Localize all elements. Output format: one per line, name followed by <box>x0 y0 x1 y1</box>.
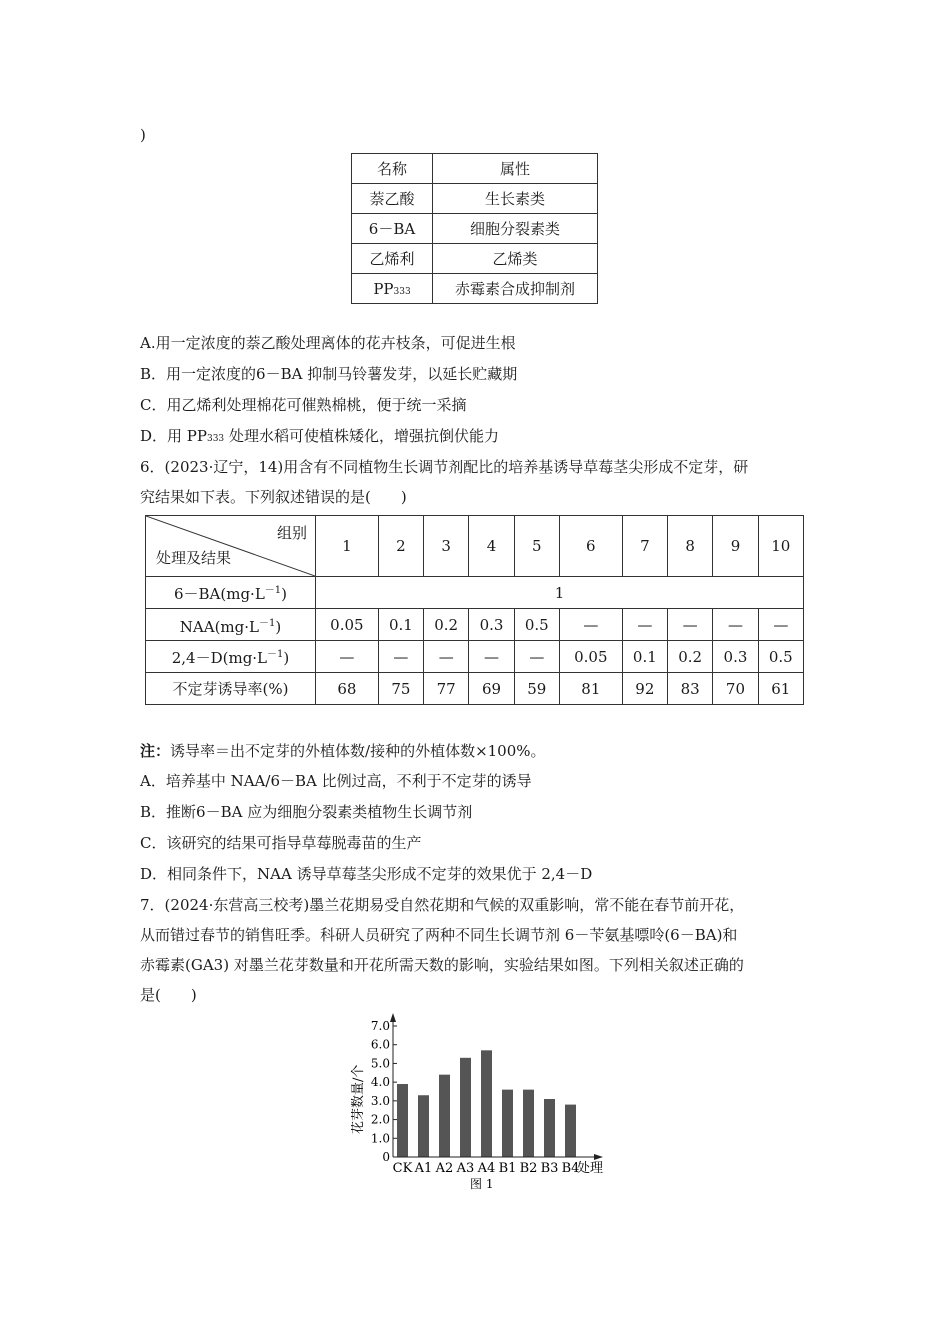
bar-A3 <box>460 1058 471 1157</box>
x-tick-label: A1 <box>414 1161 433 1176</box>
table-cell: 75 <box>378 673 423 705</box>
table-cell: 0.2 <box>668 641 713 673</box>
q7-line3: 赤霉素(GA3) 对墨兰花芽数量和开花所需天数的影响，实验结果如图。下列相关叙述正确的 <box>140 956 744 974</box>
table-cell: 0.3 <box>469 609 514 641</box>
x-tick-label: CK <box>392 1161 413 1176</box>
x-tick-label: A3 <box>456 1161 475 1176</box>
bar-A2 <box>439 1075 450 1157</box>
option-d-post: 处理水稻可使植株矮化，增强抗倒伏能力 <box>224 427 499 445</box>
option-d-subscript: 333 <box>206 434 225 444</box>
x-tick-label: B3 <box>540 1161 559 1176</box>
option-d <box>140 426 499 449</box>
row-label-text: NAA(mg·L <box>179 617 259 636</box>
bar-CK <box>397 1084 408 1157</box>
table-cell: — <box>622 609 667 641</box>
q6-note <box>140 741 546 761</box>
table-cell: — <box>758 609 803 641</box>
chart-title: 图 1 <box>470 1177 494 1191</box>
table-cell: — <box>378 641 423 673</box>
table-cell <box>352 274 433 304</box>
y-tick-label: 6.0 <box>370 1037 390 1052</box>
x-axis-arrow <box>594 1154 603 1160</box>
table-cell: 赤霉素合成抑制剂 <box>433 274 598 304</box>
q7-line4: 是( ) <box>140 986 197 1004</box>
flower-bud-chart <box>330 1010 630 1200</box>
table-row <box>352 274 598 304</box>
group-header: 7 <box>622 516 667 577</box>
table-header-row <box>146 516 804 577</box>
table-cell: — <box>424 641 469 673</box>
table-cell: 0.5 <box>758 641 803 673</box>
option-b: B．用一定浓度的6－BA 抑制马铃薯发芽，以延长贮藏期 <box>140 365 518 383</box>
unit-superscript: －1 <box>258 617 276 629</box>
group-header: 10 <box>758 516 803 577</box>
table-cell: — <box>559 609 622 641</box>
q6-option-c: C．该研究的结果可指导草莓脱毒苗的生产 <box>140 834 422 852</box>
row-label-close: ) <box>283 649 290 667</box>
table-header-row <box>352 154 598 184</box>
q7-line2: 从而错过春节的销售旺季。科研人员研究了两种不同生长调节剂 6－苄氨基嘌呤(6－BA)和 <box>140 926 738 944</box>
y-tick-label: 7.0 <box>370 1019 390 1033</box>
header-cell: 属性 <box>433 154 598 184</box>
note-label: 注： <box>140 742 171 760</box>
corner-bottom-label: 处理及结果 <box>156 549 232 567</box>
row-label-text: 2,4－D(mg·L <box>171 649 268 667</box>
table-cell: — <box>469 641 514 673</box>
row-label: 不定芽诱导率(%) <box>146 673 316 705</box>
group-header: 5 <box>514 516 559 577</box>
group-header: 4 <box>469 516 514 577</box>
unit-superscript: －1 <box>267 649 284 660</box>
q6-option-b: B．推断6－BA 应为细胞分裂素类植物生长调节剂 <box>140 803 473 821</box>
table-cell: — <box>713 609 758 641</box>
continuation-paren: ) <box>140 126 146 144</box>
table-row-naa <box>146 609 804 641</box>
induction-table <box>145 515 804 705</box>
table-row <box>352 214 598 244</box>
table-cell: 70 <box>713 673 758 705</box>
corner-top-label: 组别 <box>276 524 307 542</box>
table-cell: 萘乙酸 <box>352 184 433 214</box>
row-label-close: ) <box>275 617 282 636</box>
x-tick-label: B4 <box>561 1161 580 1176</box>
unit-superscript: －1 <box>264 585 282 596</box>
row-label-close: ) <box>281 585 288 603</box>
q6-stem-line2: 究结果如下表。下列叙述错误的是( ) <box>140 488 407 506</box>
y-tick-label: 3.0 <box>370 1093 390 1108</box>
bar-A4 <box>481 1050 492 1157</box>
note-text: 诱导率＝出不定芽的外植体数/接种的外植体数×100%。 <box>170 742 546 760</box>
y-tick-label: 2.0 <box>370 1112 390 1127</box>
y-axis-label: 花芽数量/个 <box>351 1064 366 1134</box>
x-axis-label: 处理 <box>577 1161 604 1176</box>
group-header: 1 <box>316 516 379 577</box>
table-cell: 乙烯类 <box>433 244 598 274</box>
row-label <box>146 641 316 673</box>
regulator-table <box>351 153 598 304</box>
table-cell: 乙烯利 <box>352 244 433 274</box>
table-cell: 68 <box>316 673 379 705</box>
table-cell: 细胞分裂素类 <box>433 214 598 244</box>
x-tick-label: A4 <box>477 1161 496 1176</box>
q7-line1: 7．(2024·东营高三校考)墨兰花期易受自然花期和气候的双重影响，常不能在春节前开花， <box>140 896 745 914</box>
y-tick-label: 1.0 <box>370 1131 390 1146</box>
table-row-6ba <box>146 577 804 609</box>
y-tick-label: 5.0 <box>370 1056 390 1071</box>
group-header: 6 <box>559 516 622 577</box>
bar-B4 <box>565 1105 576 1157</box>
table-cell: 81 <box>559 673 622 705</box>
merged-value-cell: 1 <box>316 577 804 609</box>
option-a: A.用一定浓度的萘乙酸处理离体的花卉枝条，可促进生根 <box>140 334 516 352</box>
table-cell: 77 <box>424 673 469 705</box>
pp-base: PP <box>373 279 394 298</box>
group-header: 2 <box>378 516 423 577</box>
row-label <box>146 609 316 641</box>
table-cell: 0.05 <box>316 609 379 641</box>
bar-B1 <box>502 1090 513 1157</box>
header-cell: 名称 <box>352 154 433 184</box>
group-header: 8 <box>668 516 713 577</box>
y-axis-arrow <box>390 1013 396 1022</box>
table-cell: 92 <box>622 673 667 705</box>
table-cell: 69 <box>469 673 514 705</box>
table-cell: 生长素类 <box>433 184 598 214</box>
row-label-text: 6－BA(mg·L <box>173 585 265 603</box>
table-cell: 83 <box>668 673 713 705</box>
diagonal-header-cell <box>146 516 316 577</box>
table-cell: — <box>668 609 713 641</box>
option-c: C．用乙烯利处理棉花可催熟棉桃，便于统一采摘 <box>140 396 467 414</box>
pp-subscript: 333 <box>393 286 411 297</box>
table-cell: 0.1 <box>378 609 423 641</box>
table-cell: 0.2 <box>424 609 469 641</box>
bar-B2 <box>523 1090 534 1157</box>
table-cell: 0.5 <box>514 609 559 641</box>
bar-A1 <box>418 1095 429 1157</box>
group-header: 3 <box>424 516 469 577</box>
table-cell: 0.3 <box>713 641 758 673</box>
q6-option-a: A．培养基中 NAA/6－BA 比例过高，不利于不定芽的诱导 <box>140 772 532 790</box>
bar-B3 <box>544 1099 555 1157</box>
row-label <box>146 577 316 609</box>
x-tick-label: A2 <box>435 1161 454 1176</box>
table-row <box>352 244 598 274</box>
table-row <box>352 184 598 214</box>
x-tick-label: B2 <box>519 1161 538 1176</box>
table-cell: 59 <box>514 673 559 705</box>
table-cell: 0.05 <box>559 641 622 673</box>
table-cell: 0.1 <box>622 641 667 673</box>
table-row-24d <box>146 641 804 673</box>
table-cell: — <box>316 641 379 673</box>
group-header: 9 <box>713 516 758 577</box>
x-tick-label: B1 <box>498 1161 517 1176</box>
table-cell: 61 <box>758 673 803 705</box>
table-cell: — <box>514 641 559 673</box>
option-d-pre: D．用 PP <box>140 427 207 445</box>
table-row-rate <box>146 673 804 705</box>
y-tick-label: 4.0 <box>370 1075 390 1090</box>
q6-stem-line1: 6．(2023·辽宁，14)用含有不同植物生长调节剂配比的培养基诱导草莓茎尖形成不定芽，研 <box>140 458 749 476</box>
table-cell: 6－BA <box>352 214 433 244</box>
q6-option-d: D．相同条件下，NAA 诱导草莓茎尖形成不定芽的效果优于 2,4－D <box>140 865 593 883</box>
y-tick-label: 0 <box>382 1150 390 1164</box>
